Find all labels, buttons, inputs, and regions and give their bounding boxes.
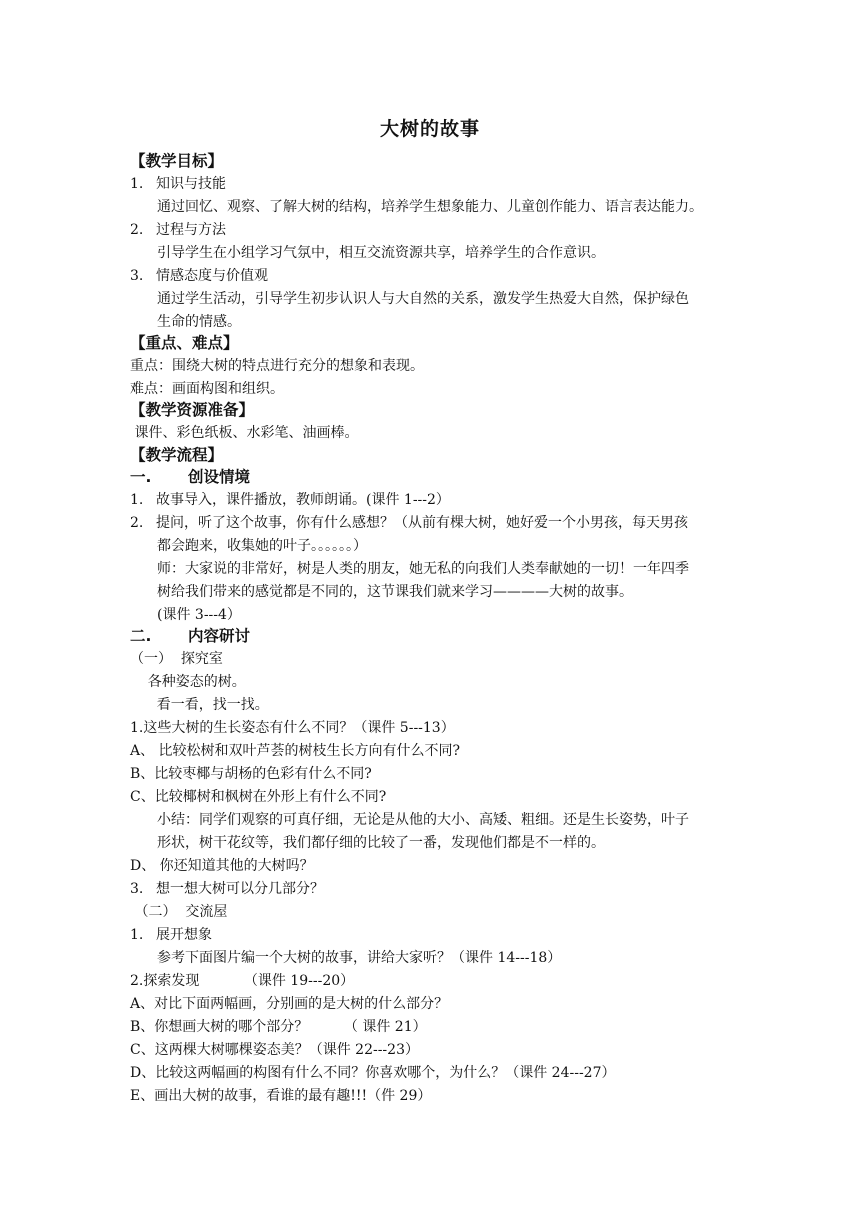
text-line [130,219,226,241]
line-text: 情感态度与价值观 [156,268,268,284]
list-number: 1. [130,927,144,943]
text-line [130,855,314,877]
line-text: 1.这些大树的生长姿态有什么不同？（课件 5---13） [130,720,455,736]
text-line [157,604,241,626]
line-text: 【教学资源准备】 [130,401,255,419]
text-line [130,1085,431,1107]
line-text: (课件 3---4） [157,607,241,623]
line-text: 【重点、难点】 [130,334,239,352]
text-line [130,1062,616,1084]
text-line [130,671,246,693]
list-number: 1. [130,176,144,192]
list-number: 3. [130,268,144,284]
line-text: 提问，听了这个故事，你有什么感想？（从前有棵大树，她好爱一个小男孩，每天男孩 [156,515,688,531]
section-heading [130,332,239,354]
line-text: 各种姿态的树。 [130,674,246,690]
line-text: A、 比较松树和双叶芦荟的树枝生长方向有什么不同? [130,743,461,759]
text-line [130,717,455,739]
line-text: 想一想大树可以分几部分？ [156,881,324,897]
section-heading [130,444,223,466]
line-text: 创设情境 [188,468,251,486]
line-text: 看一看，找一找。 [130,697,269,713]
line-text: 知识与技能 [156,176,226,192]
text-line [157,242,605,264]
line-text: D、比较这两幅画的构图有什么不同？你喜欢哪个，为什么？（课件 24---27） [130,1065,616,1081]
text-line [130,694,269,716]
text-line [130,355,424,377]
line-text: 师：大家说的非常好，树是人类的朋友，她无私的向我们人类奉献她的一切！一年四季 [157,561,689,577]
line-text: C、比较椰树和枫树在外形上有什么不同? [130,789,387,805]
line-text: 展开想象 [156,927,212,943]
text-line [157,535,367,557]
line-text: C、这两棵大树哪棵姿态美？（课件 22---23） [130,1042,419,1058]
text-line [130,786,386,808]
text-line [130,422,358,444]
line-text: 生命的情感。 [157,314,241,330]
text-line [130,1016,427,1038]
text-line [157,196,703,218]
text-line [157,947,561,969]
text-line [130,648,223,670]
text-line [130,970,354,992]
text-line [157,288,689,310]
line-text: 引导学生在小组学习气氛中，相互交流资源共享，培养学生的合作意识。 [157,245,605,261]
line-text: 形状，树干花纹等，我们都仔细的比较了一番，发现他们都是不一样的。 [157,835,605,851]
page-title: 大树的故事 [379,118,480,140]
line-text: 2.探索发现 （课件 19---20） [130,973,355,989]
section-heading [130,399,254,421]
text-line [157,809,689,831]
text-line [157,311,241,333]
text-line [130,265,268,287]
line-text: 内容研讨 [188,627,251,645]
subsection-heading [130,625,250,647]
line-text: 小结：同学们观察的可真仔细，无论是从他的大小、高矮、粗细。还是生长姿势，叶子 [157,812,689,828]
list-number: 2. [130,515,144,531]
line-text: D、 你还知道其他的大树吗？ [130,858,314,874]
section-heading [130,150,223,172]
text-line [130,763,372,785]
text-line [130,740,460,762]
line-text: 都会跑来，收集她的叶子。。。。。。） [157,538,367,554]
subsection-heading [130,466,250,488]
line-text: 过程与方法 [156,222,226,238]
list-number: 1. [130,492,144,508]
text-line [130,901,227,923]
line-text: 【教学流程】 [130,446,224,464]
text-line [130,512,688,534]
line-text: A、对比下面两幅画，分别画的是大树的什么部分？ [130,996,449,1012]
text-line [157,558,689,580]
line-text: 参考下面图片编一个大树的故事，讲给大家听？（课件 14---18） [157,950,562,966]
line-text: 树给我们带来的感觉都是不同的，这节课我们就来学习————大树的故事。 [157,584,633,600]
line-text: 【教学目标】 [130,152,224,170]
list-number: 2. [130,222,144,238]
list-number: 二. [130,627,152,645]
line-text: 通过学生活动，引导学生初步认识人与大自然的关系，激发学生热爱大自然，保护绿色 [157,291,689,307]
line-text: 故事导入，课件播放，教师朗诵。(课件 1---2） [156,492,450,508]
line-text: （一） 探究室 [130,651,223,667]
text-line [130,173,226,195]
line-text: 重点：围绕大树的特点进行充分的想象和表现。 [130,358,424,374]
line-text: （二） 交流屋 [130,904,228,920]
line-text: E、画出大树的故事，看谁的最有趣!!!（件 29） [130,1088,432,1104]
line-text: 难点：画面构图和组织。 [130,381,284,397]
text-line [157,581,633,603]
line-text: 通过回忆、观察、了解大树的结构，培养学生想象能力、儿童创作能力、语言表达能力。 [157,199,703,215]
list-number: 3. [130,881,144,897]
line-text: B、你想画大树的哪个部分？ （ 课件 21） [130,1019,427,1035]
text-line [130,1039,419,1061]
line-text: B、比较枣椰与胡杨的色彩有什么不同? [130,766,372,782]
text-line [130,924,212,946]
text-line [130,878,324,900]
text-line [130,993,448,1015]
line-text: 课件、彩色纸板、水彩笔、油画棒。 [130,425,359,441]
text-line [130,378,284,400]
text-line [157,832,605,854]
list-number: 一. [130,468,152,486]
text-line [130,489,450,511]
